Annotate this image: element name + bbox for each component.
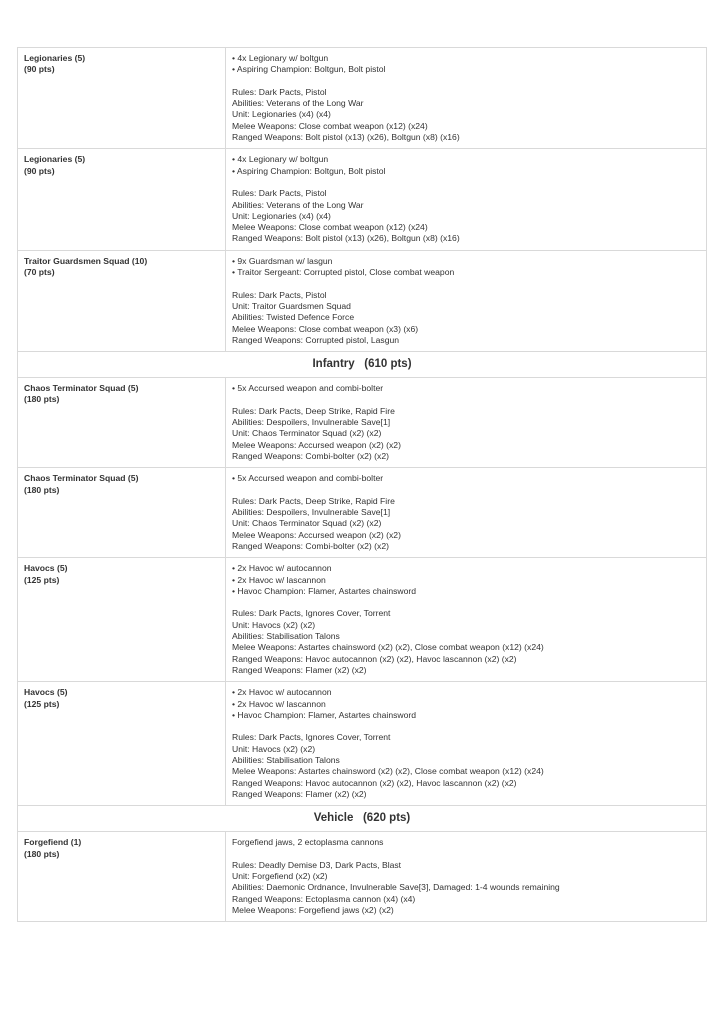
detail-line: Unit: Forgefiend (x2) (x2): [232, 871, 328, 882]
detail-line: Abilities: Despoilers, Invulnerable Save[1]: [232, 417, 391, 428]
unit-name: Chaos Terminator Squad (5): [24, 383, 139, 394]
unit-row: [18, 378, 707, 468]
composition-line: • 2x Havoc w/ lascannon: [232, 574, 326, 585]
detail-line: Rules: Dark Pacts, Pistol: [232, 188, 327, 199]
unit-points: (70 pts): [24, 267, 55, 278]
unit-name-cell: [18, 558, 226, 682]
section-row-vehicle: [18, 806, 707, 832]
section-label: Infantry: [312, 358, 355, 371]
composition-line: • 2x Havoc w/ autocannon: [232, 563, 332, 574]
unit-row: [18, 832, 707, 922]
spacer: [232, 76, 700, 87]
composition-line: Forgefiend jaws, 2 ectoplasma cannons: [232, 837, 384, 848]
section-heading: [18, 352, 707, 378]
unit-name-cell: [18, 250, 226, 351]
unit-name: Havocs (5): [24, 687, 68, 698]
unit-points: (180 pts): [24, 484, 60, 495]
unit-name: Forgefiend (1): [24, 837, 82, 848]
detail-line: Abilities: Veterans of the Long War: [232, 199, 364, 210]
detail-line: Ranged Weapons: Bolt pistol (x13) (x26), Boltgun (x8) (x16): [232, 132, 460, 143]
detail-line: Unit: Legionaries (x4) (x4): [232, 109, 331, 120]
section-label: Vehicle: [313, 812, 354, 825]
unit-detail-cell: [226, 468, 707, 558]
detail-line: Melee Weapons: Astartes chainsword (x2) (x2), Close combat weapon (x12) (x24): [232, 766, 544, 777]
composition-line: • 4x Legionary w/ boltgun: [232, 154, 329, 165]
unit-name-cell: [18, 832, 226, 922]
detail-line: Ranged Weapons: Havoc autocannon (x2) (x2), Havoc lascannon (x2) (x2): [232, 653, 517, 664]
detail-line: Abilities: Despoilers, Invulnerable Save[1]: [232, 507, 391, 518]
detail-line: Melee Weapons: Close combat weapon (x3) (x6): [232, 323, 419, 334]
detail-line: Unit: Traitor Guardsmen Squad: [232, 300, 351, 311]
unit-name: Havocs (5): [24, 563, 68, 574]
unit-points: (180 pts): [24, 848, 60, 859]
unit-row: [18, 682, 707, 806]
section-points: (610 pts): [364, 358, 412, 371]
unit-name-cell: [18, 682, 226, 806]
unit-row: [18, 48, 707, 149]
spacer: [232, 394, 700, 405]
detail-line: Rules: Dark Pacts, Pistol: [232, 86, 327, 97]
composition-line: • 5x Accursed weapon and combi-bolter: [232, 473, 384, 484]
detail-line: Melee Weapons: Forgefiend jaws (x2) (x2): [232, 905, 394, 915]
detail-line: Unit: Havocs (x2) (x2): [232, 743, 316, 754]
unit-row: [18, 250, 707, 351]
composition-line: • Aspiring Champion: Boltgun, Bolt pistol: [232, 64, 386, 75]
composition-line: • Havoc Champion: Flamer, Astartes chainsword: [232, 585, 417, 596]
detail-line: Unit: Havocs (x2) (x2): [232, 619, 316, 630]
detail-line: Melee Weapons: Close combat weapon (x12) (x24): [232, 222, 428, 233]
detail-line: Melee Weapons: Accursed weapon (x2) (x2): [232, 529, 401, 540]
detail-line: Rules: Dark Pacts, Ignores Cover, Torrent: [232, 608, 391, 619]
detail-line: Ranged Weapons: Havoc autocannon (x2) (x2), Havoc lascannon (x2) (x2): [232, 777, 517, 788]
unit-name-cell: [18, 378, 226, 468]
composition-line: • 2x Havoc w/ autocannon: [232, 687, 332, 698]
unit-detail-cell: [226, 558, 707, 682]
detail-line: Unit: Chaos Terminator Squad (x2) (x2): [232, 428, 382, 439]
detail-line: Abilities: Veterans of the Long War: [232, 98, 364, 109]
detail-line: Abilities: Daemonic Ordnance, Invulnerable Save[3], Damaged: 1-4 wounds remaining: [232, 882, 560, 893]
detail-line: Rules: Dark Pacts, Ignores Cover, Torrent: [232, 732, 391, 743]
detail-line: Rules: Dark Pacts, Deep Strike, Rapid Fire: [232, 405, 395, 416]
spacer: [232, 721, 700, 732]
unit-name: Legionaries (5): [24, 154, 86, 165]
unit-detail-cell: [226, 682, 707, 806]
detail-line: Rules: Dark Pacts, Pistol: [232, 289, 327, 300]
unit-detail-cell: [226, 250, 707, 351]
unit-points: (125 pts): [24, 574, 60, 585]
detail-line: Melee Weapons: Astartes chainsword (x2) (x2), Close combat weapon (x12) (x24): [232, 642, 544, 653]
detail-line: Unit: Legionaries (x4) (x4): [232, 210, 331, 221]
spacer: [232, 177, 700, 188]
unit-detail-cell: [226, 832, 707, 922]
spacer: [232, 597, 700, 608]
unit-points: (90 pts): [24, 165, 55, 176]
unit-name: Legionaries (5): [24, 53, 86, 63]
section-row-infantry: [18, 352, 707, 378]
composition-line: • Havoc Champion: Flamer, Astartes chainsword: [232, 709, 417, 720]
composition-line: • Aspiring Champion: Boltgun, Bolt pistol: [232, 165, 386, 176]
unit-row: [18, 468, 707, 558]
unit-name-cell: [18, 468, 226, 558]
detail-line: Ranged Weapons: Ectoplasma cannon (x4) (x4): [232, 893, 416, 904]
spacer: [232, 278, 700, 289]
detail-line: Rules: Deadly Demise D3, Dark Pacts, Blast: [232, 859, 402, 870]
unit-points: (125 pts): [24, 698, 60, 709]
detail-line: Abilities: Twisted Defence Force: [232, 312, 355, 323]
unit-detail-cell: [226, 48, 707, 149]
detail-line: Ranged Weapons: Flamer (x2) (x2): [232, 664, 367, 675]
spacer: [232, 849, 700, 860]
detail-line: Ranged Weapons: Flamer (x2) (x2): [232, 788, 367, 799]
roster-table: [17, 47, 707, 922]
detail-line: Ranged Weapons: Combi-bolter (x2) (x2): [232, 450, 389, 461]
composition-line: • 9x Guardsman w/ lasgun: [232, 255, 333, 266]
spacer: [232, 485, 700, 496]
unit-name-cell: [18, 48, 226, 149]
section-heading: [18, 806, 707, 832]
composition-line: • 5x Accursed weapon and combi-bolter: [232, 383, 384, 394]
section-points: (620 pts): [362, 812, 411, 825]
detail-line: Abilities: Stabilisation Talons: [232, 631, 340, 642]
unit-row: [18, 558, 707, 682]
roster-body: [18, 48, 707, 922]
composition-line: • 2x Havoc w/ lascannon: [232, 698, 326, 709]
unit-points: (90 pts): [24, 64, 55, 75]
unit-detail-cell: [226, 149, 707, 250]
unit-detail-cell: [226, 378, 707, 468]
detail-line: Ranged Weapons: Bolt pistol (x13) (x26), Boltgun (x8) (x16): [232, 233, 460, 244]
composition-line: • 4x Legionary w/ boltgun: [232, 53, 329, 63]
detail-line: Melee Weapons: Close combat weapon (x12) (x24): [232, 120, 428, 131]
detail-line: Ranged Weapons: Corrupted pistol, Lasgun: [232, 334, 400, 345]
detail-line: Melee Weapons: Accursed weapon (x2) (x2): [232, 439, 401, 450]
detail-line: Unit: Chaos Terminator Squad (x2) (x2): [232, 518, 382, 529]
detail-line: Ranged Weapons: Combi-bolter (x2) (x2): [232, 540, 389, 551]
unit-name: Chaos Terminator Squad (5): [24, 473, 139, 484]
composition-line: • Traitor Sergeant: Corrupted pistol, Close combat weapon: [232, 267, 455, 278]
detail-line: Abilities: Stabilisation Talons: [232, 755, 340, 766]
unit-name-cell: [18, 149, 226, 250]
unit-row: [18, 149, 707, 250]
detail-line: Rules: Dark Pacts, Deep Strike, Rapid Fire: [232, 495, 395, 506]
unit-points: (180 pts): [24, 394, 60, 405]
unit-name: Traitor Guardsmen Squad (10): [24, 255, 148, 266]
